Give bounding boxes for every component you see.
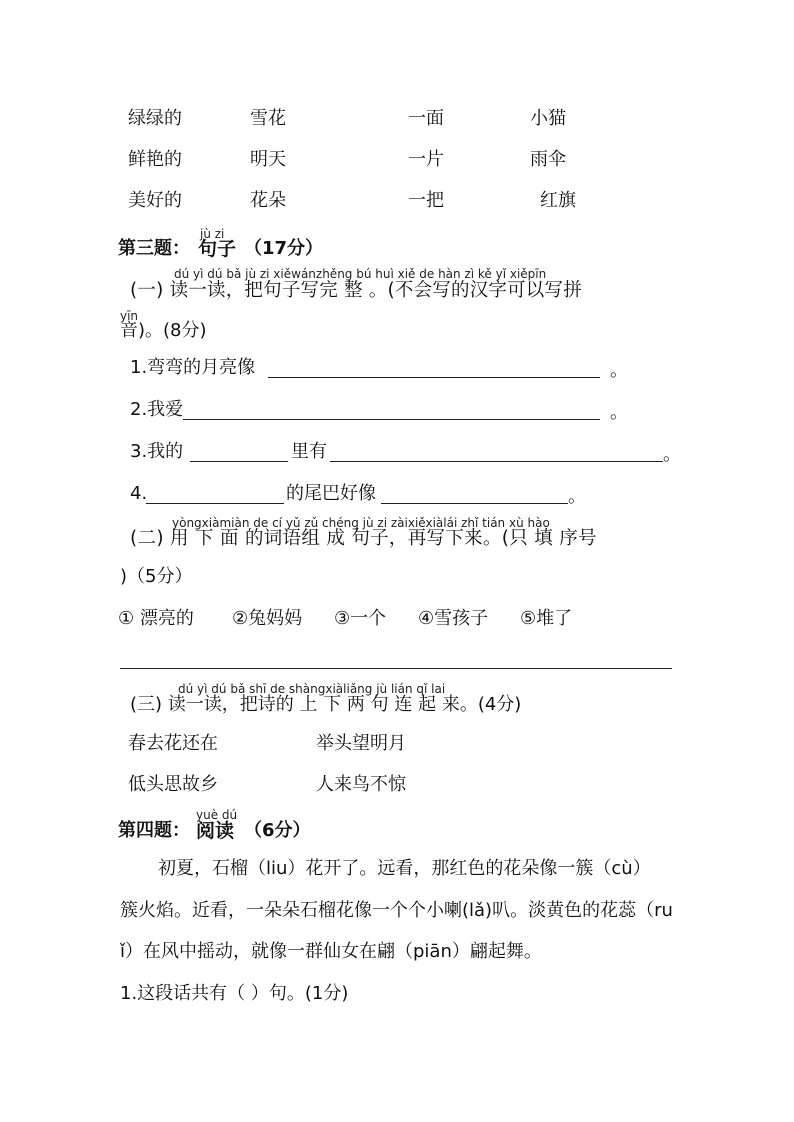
- question-text: 1.这段话共有（ ）句。(1分): [120, 983, 349, 1004]
- word-cell: 雨伞: [530, 149, 566, 170]
- pinyin: dú yì dú bǎ shī de shàngxiàliǎng jù lián qǐ lai: [178, 682, 446, 696]
- sentence-prompt: 4.: [130, 483, 148, 504]
- pinyin: yuè dú: [196, 808, 238, 822]
- answer-blank[interactable]: [183, 419, 600, 420]
- word-cell: 小猫: [530, 108, 566, 129]
- pinyin: dú yì dú bǎ jù zi xiěwánzhěng bú huì xiě de hàn zì kě yǐ xiěpīn: [174, 267, 547, 281]
- word-cell: 绿绿的: [128, 108, 182, 129]
- instruction-text: )（5分）: [120, 566, 193, 587]
- word-cell: 花朵: [250, 190, 286, 211]
- section-title-word: 句子: [198, 238, 237, 260]
- answer-line[interactable]: [120, 668, 672, 669]
- word-cell: 一面: [408, 108, 444, 129]
- word-cell: 一片: [408, 149, 444, 170]
- word-cell: 一把: [408, 190, 444, 211]
- word-option: ④雪孩子: [418, 608, 489, 629]
- sentence-end: 。: [610, 360, 628, 381]
- answer-blank[interactable]: [146, 503, 284, 504]
- instruction-text: 音)。(8分): [120, 320, 207, 341]
- sentence-prompt: 3.我的: [130, 441, 184, 462]
- sentence-end: 。: [663, 444, 681, 465]
- answer-blank[interactable]: [190, 461, 288, 462]
- poem-line: 人来鸟不惊: [316, 774, 406, 795]
- section-score: （6分）: [244, 820, 311, 841]
- passage-line: 簇火焰。近看，一朵朵石榴花像一个个小喇(lǎ)叭。淡黄色的花蕊（ru: [120, 900, 673, 921]
- word-cell: 美好的: [128, 190, 182, 211]
- instruction-text: (二) 用 下 面 的词语组 成 句子，再写下来。(只 填 序号: [130, 528, 597, 549]
- instruction-text: (一) 读一读，把句子写完 整 。(不会写的汉字可以写拼: [130, 280, 582, 301]
- word-cell: 雪花: [250, 108, 286, 129]
- answer-blank[interactable]: [330, 461, 663, 462]
- word-option: ⑤堆了: [520, 608, 573, 629]
- poem-line: 低头思故乡: [128, 774, 218, 795]
- sentence-middle: 里有: [291, 441, 327, 462]
- pinyin: jù zi: [200, 227, 225, 241]
- word-cell: 鲜艳的: [128, 149, 182, 170]
- instruction-text: (三) 读一读，把诗的 上 下 两 句 连 起 来。(4分): [130, 694, 522, 715]
- section-score: （17分）: [244, 238, 324, 259]
- word-cell: 红旗: [540, 190, 576, 211]
- poem-line: 春去花还在: [128, 733, 218, 754]
- section-title: 第四题：: [118, 820, 190, 841]
- word-option: ① 漂亮的: [118, 608, 194, 629]
- pinyin: yòngxiàmiàn de cí yǔ zǔ chéng jù zi zàixiěxiàlái zhǐ tián xù hào: [172, 516, 550, 530]
- answer-blank[interactable]: [381, 503, 568, 504]
- word-option: ③一个: [334, 608, 387, 629]
- pinyin: yīn: [120, 309, 139, 323]
- sentence-middle: 的尾巴好像: [286, 483, 376, 504]
- section-title: 第三题：: [118, 238, 190, 259]
- answer-blank[interactable]: [268, 377, 600, 378]
- passage-line: 初夏，石榴（liu）花开了。远看，那红色的花朵像一簇（cù）: [158, 858, 651, 879]
- sentence-prompt: 1.弯弯的月亮像: [130, 357, 256, 378]
- sentence-end: 。: [610, 402, 628, 423]
- sentence-end: 。: [568, 486, 586, 507]
- poem-line: 举头望明月: [316, 733, 406, 754]
- sentence-prompt: 2.我爱: [130, 399, 184, 420]
- passage-line: ǐ）在风中摇动，就像一群仙女在翩（piān）翩起舞。: [120, 941, 542, 962]
- word-cell: 明天: [250, 149, 286, 170]
- section-title-word: 阅读: [196, 820, 235, 842]
- word-option: ②兔妈妈: [232, 608, 303, 629]
